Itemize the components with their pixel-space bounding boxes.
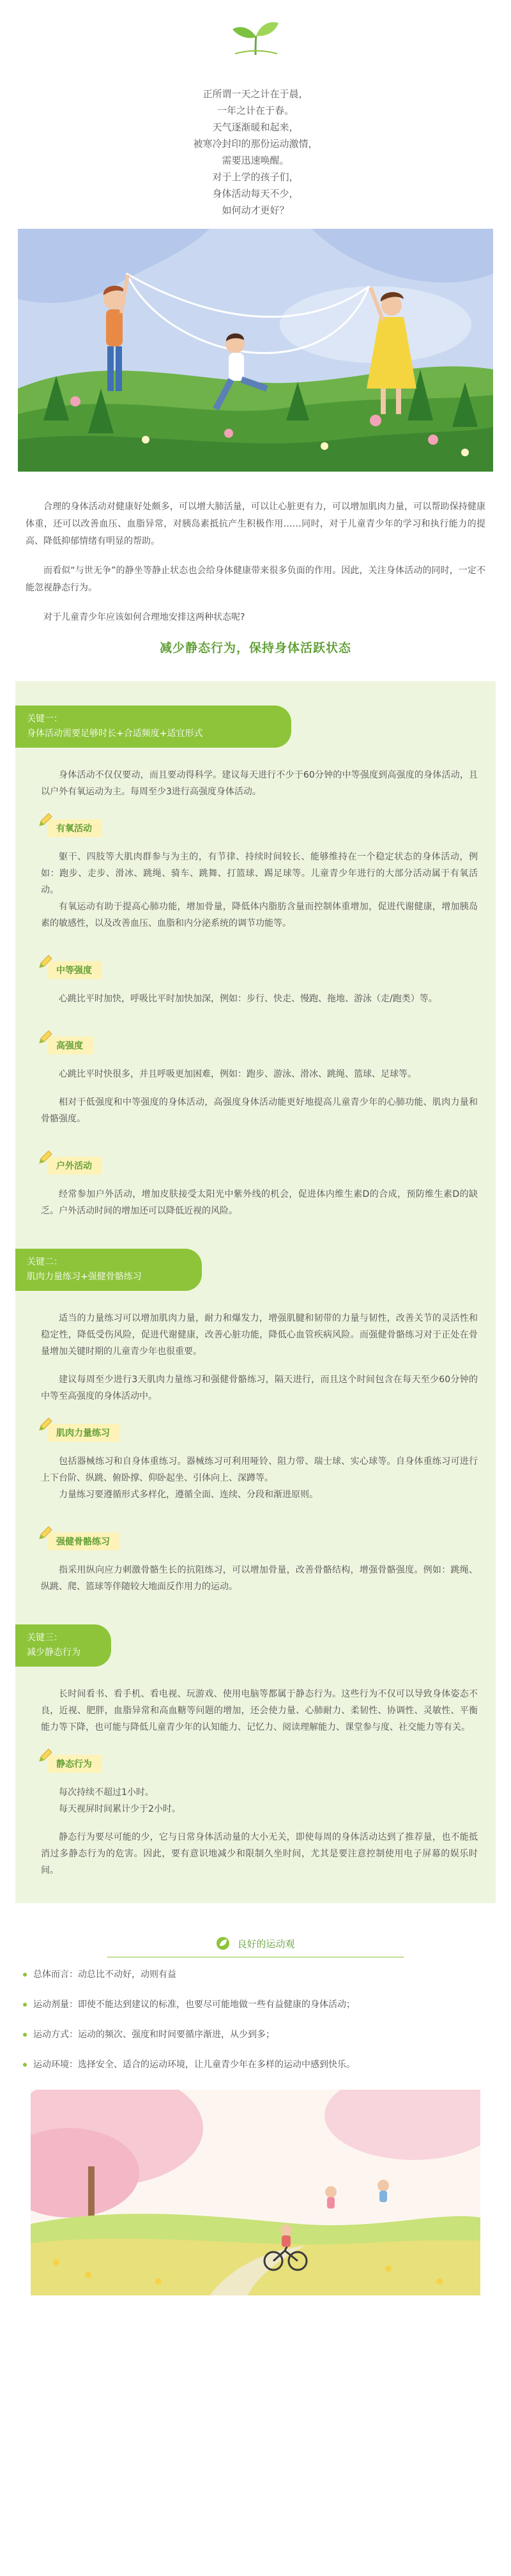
intro-section bbox=[0, 0, 511, 229]
leaf-dot-icon bbox=[216, 1936, 230, 1950]
lead-paragraph: 而看似“与世无争”的静坐等静止状态也会给身体健康带来很多负面的作用。因此，关注身体活动的同时，一定不能忽视静态行为。 bbox=[26, 566, 485, 593]
aerobic-label: 有氧活动 bbox=[56, 824, 92, 834]
outdoor-label: 户外活动 bbox=[56, 1161, 92, 1171]
poem-line: 天气逐渐暖和起来， bbox=[212, 121, 299, 133]
poem-line: 对于上学的孩子们， bbox=[212, 171, 299, 183]
poem-line: 如何动才更好？ bbox=[222, 204, 289, 216]
key2-tag-subtitle: 肌肉力量练习+强健骨骼练习 bbox=[27, 1272, 142, 1282]
poem-line: 需要迅速唤醒。 bbox=[222, 155, 289, 166]
pencil-icon bbox=[37, 953, 54, 970]
key1-paragraph: 身体活动不仅仅要动，而且要动得科学。建议每天进行不少于60分钟的中等强度到高强度的身体活动，且以户外有氧运动为主。每周至少3进行高强度身体活动。 bbox=[41, 770, 478, 797]
muscle-paragraph: 包括器械练习和自身体重练习。器械练习可利用哑铃、阻力带、瑞士球、实心球等。自身体重练习可进行上下台阶、纵跳、俯卧撑、仰卧起坐、引体向上、深蹲等。 bbox=[41, 1456, 478, 1483]
lead-section bbox=[0, 472, 511, 626]
poem-line: 一年之计在于春。 bbox=[217, 105, 294, 116]
static-label: 静态行为 bbox=[56, 1759, 92, 1770]
muscle-paragraph: 力量练习要遵循形式多样化，遵循全面、连续、分段和渐进原则。 bbox=[59, 1490, 318, 1500]
key3-paragraph: 长时间看书、看手机、看电视、玩游戏、使用电脑等都属于静态行为。这些行为不仅可以导致身体姿态不良，近视、肥胖，血脂异常和高血糖等问题的增加，还会使力量、心肺耐力、柔韧性、协调性、灵敏性、平衡能力等下降，也可能与降低儿童青少年的认知能力、记忆力、阅读理解能力、课堂参与度、社交能力等有关。 bbox=[41, 1689, 478, 1732]
poem-line: 被寒冷封印的那份运动激情， bbox=[193, 138, 318, 150]
bone-paragraph: 指采用纵向应力刺激骨骼生长的抗阻练习，可以增加骨量，改善骨骼结构，增强骨骼强度。例如：跳绳、纵跳、爬、篮球等伴随较大地面反作用力的运动。 bbox=[41, 1565, 478, 1592]
bone-tag bbox=[47, 1532, 120, 1550]
key2-paragraph: 适当的力量练习可以增加肌肉力量，耐力和爆发力，增强肌腱和韧带的力量与韧性，改善关节的灵活性和稳定性，降低受伤风险，促进代谢健康，改善心脏功能，降低心血管疾病风险。而强健骨骼练习对于正处在骨量增加关键时期的儿童青少年也很重要。 bbox=[41, 1313, 478, 1357]
key1-tag-subtitle: 身体活动需要足够时长+合适频度+适宜形式 bbox=[27, 729, 203, 739]
pencil-icon bbox=[37, 1029, 54, 1045]
poem-line: 身体活动每天不少， bbox=[212, 188, 299, 199]
view-list bbox=[0, 1957, 511, 2073]
key2-tag-title: 关键二： bbox=[27, 1257, 63, 1267]
jump-rope-illustration bbox=[18, 229, 493, 472]
pencil-icon bbox=[37, 1149, 54, 1166]
vigorous-label: 高强度 bbox=[56, 1041, 83, 1051]
key2-tag bbox=[15, 1249, 202, 1291]
key3-tag-subtitle: 减少静态行为 bbox=[27, 1647, 80, 1658]
key1-tag bbox=[15, 706, 291, 748]
moderate-label: 中等强度 bbox=[56, 966, 92, 976]
view-item: 运动剂量：即使不能达到建议的标准，也要尽可能地做一些有益健康的身体活动； bbox=[23, 1996, 488, 2013]
vigorous-paragraph: 相对于低强度和中等强度的身体活动，高强度身体活动能更好地提高儿童青少年的心肺功能、肌肉力量和骨骼强度。 bbox=[41, 1097, 478, 1124]
moderate-tag bbox=[47, 961, 102, 979]
outdoor-paragraph: 经常参加户外活动，增加皮肤接受太阳光中紫外线的机会，促进体内维生素D的合成，预防维生素D的缺乏。户外活动时间的增加还可以降低近视的风险。 bbox=[41, 1189, 478, 1216]
view-title: 良好的运动观 bbox=[237, 1938, 295, 1950]
aerobic-paragraph: 有氧运动有助于提高心肺功能，增加骨量，降低体内脂肪含量而控制体重增加，促进代谢健康，增加胰岛素的敏感性，以及改善血压、血脂和内分泌系统的调节功能等。 bbox=[41, 902, 478, 929]
vigorous-tag bbox=[47, 1037, 93, 1054]
view-item: 运动方式：运动的频次、强度和时间要循序渐进，从少到多； bbox=[23, 2026, 488, 2043]
view-item: 运动环境：选择安全、适合的运动环境，让儿童青少年在多样的运动中感到快乐。 bbox=[23, 2056, 488, 2073]
bone-label: 强健骨骼练习 bbox=[56, 1537, 110, 1547]
pencil-icon bbox=[37, 812, 54, 828]
static-tag bbox=[47, 1755, 102, 1773]
pencil-icon bbox=[37, 1416, 54, 1433]
poem-line: 正所谓一天之计在于晨， bbox=[202, 88, 309, 100]
key3-tag-title: 关键三： bbox=[27, 1633, 63, 1643]
sprout-icon bbox=[230, 17, 281, 58]
pencil-icon bbox=[37, 1525, 54, 1541]
moderate-paragraph: 心跳比平时加快，呼吸比平时加快加深，例如：步行、快走、慢跑、拖地、游泳（走/跑类）等。 bbox=[59, 994, 438, 1004]
lead-paragraph: 合理的身体活动对健康好处颇多，可以增大肺活量，可以让心脏更有力，可以增加肌肉力量，可以帮助保持健康体重，还可以改善血压、血脂异常，对胰岛素抵抗产生积极作用……同时，对于儿童青少年的学习和执行能力的提高、降低抑郁情绪有明显的帮助。 bbox=[26, 502, 485, 546]
aerobic-paragraph: 躯干、四肢等大肌肉群参与为主的，有节律、持续时间较长、能够维持在一个稳定状态的身体活动，例如：跑步、走步、滑冰、跳绳、骑车、跳舞、打篮球、踢足球等。儿童青少年进行的大部分活动属于有氧活动。 bbox=[41, 852, 478, 895]
intro-poem bbox=[0, 86, 511, 219]
muscle-tag bbox=[47, 1424, 120, 1442]
pencil-icon bbox=[37, 1747, 54, 1764]
key1-tag-title: 关键一： bbox=[27, 714, 63, 724]
muscle-label: 肌肉力量练习 bbox=[56, 1428, 110, 1438]
key3-tag bbox=[15, 1624, 111, 1667]
static-rule: 每天视屏时间累计少于2小时。 bbox=[59, 1804, 181, 1814]
outdoor-tag bbox=[47, 1157, 102, 1175]
view-heading bbox=[0, 1936, 511, 1950]
section-title: 减少静态行为，保持身体活跃状态 bbox=[159, 641, 351, 655]
keys-panel bbox=[15, 681, 496, 1903]
vigorous-paragraph: 心跳比平时快很多，并且呼吸更加困难，例如：跑步、游泳、滑冰、跳绳、篮球、足球等。 bbox=[59, 1069, 416, 1079]
static-rule: 每次持续不超过1小时。 bbox=[59, 1787, 154, 1798]
lead-paragraph: 对于儿童青少年应该如何合理地安排这两种状态呢? bbox=[43, 612, 245, 622]
spring-park-illustration bbox=[31, 2090, 480, 2295]
key2-paragraph: 建议每周至少进行3天肌肉力量练习和强健骨骼练习，隔天进行，而且这个时间包含在每天至少60分钟的中等至高强度的身体活动中。 bbox=[41, 1375, 478, 1401]
aerobic-tag bbox=[47, 819, 102, 837]
view-item: 总体而言：动总比不动好，动则有益 bbox=[23, 1966, 488, 1983]
key3-paragraph: 静态行为要尽可能的少，它与日常身体活动量的大小无关，即使每周的身体活动达到了推荐量，也不能抵消过多静态行为的危害。因此，要有意识地减少和限制久坐时间，尤其是要注意控制使用电子屏幕的娱乐时间。 bbox=[41, 1832, 478, 1876]
